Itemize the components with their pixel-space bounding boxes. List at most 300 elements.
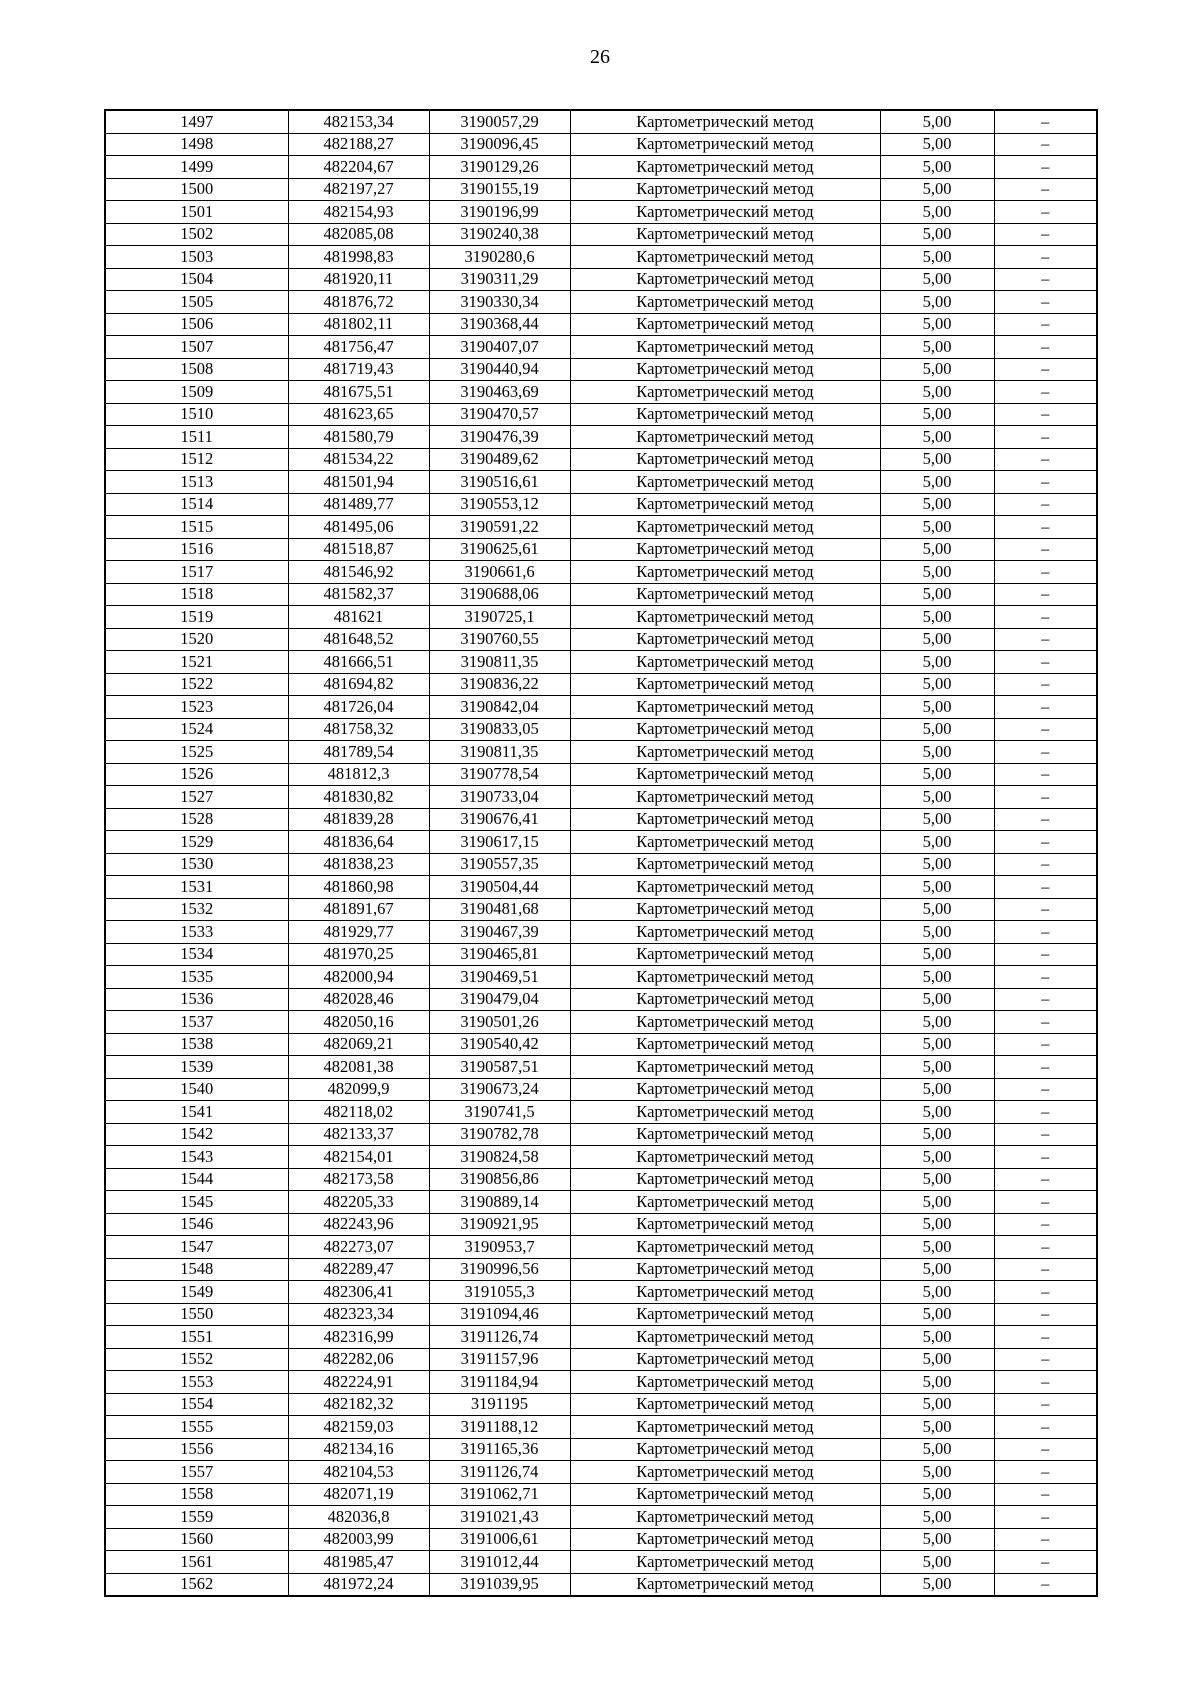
y-coordinate-cell: 3191055,3 — [429, 1281, 570, 1304]
method-cell: Картометрический метод — [570, 921, 880, 944]
x-coordinate-cell: 481972,24 — [288, 1573, 429, 1596]
accuracy-cell: 5,00 — [880, 1033, 994, 1056]
table-row — [105, 381, 1097, 404]
point-number-cell: 1518 — [105, 583, 288, 606]
table-row — [105, 1416, 1097, 1439]
description-cell: – — [994, 786, 1097, 809]
point-number-cell: 1550 — [105, 1303, 288, 1326]
x-coordinate-cell: 481489,77 — [288, 493, 429, 516]
table-row — [105, 1213, 1097, 1236]
table-row — [105, 133, 1097, 156]
x-coordinate-cell: 481694,82 — [288, 673, 429, 696]
description-cell: – — [994, 1101, 1097, 1124]
y-coordinate-cell: 3190311,29 — [429, 268, 570, 291]
table-row — [105, 1146, 1097, 1169]
method-cell: Картометрический метод — [570, 1033, 880, 1056]
method-cell: Картометрический метод — [570, 358, 880, 381]
table-row — [105, 1056, 1097, 1079]
method-cell: Картометрический метод — [570, 628, 880, 651]
point-number-cell: 1562 — [105, 1573, 288, 1596]
table-row — [105, 898, 1097, 921]
x-coordinate-cell: 481623,65 — [288, 403, 429, 426]
table-row — [105, 1506, 1097, 1529]
x-coordinate-cell: 482273,07 — [288, 1236, 429, 1259]
method-cell: Картометрический метод — [570, 763, 880, 786]
point-number-cell: 1498 — [105, 133, 288, 156]
y-coordinate-cell: 3191195 — [429, 1393, 570, 1416]
description-cell: – — [994, 1393, 1097, 1416]
point-number-cell: 1515 — [105, 516, 288, 539]
description-cell: – — [994, 1416, 1097, 1439]
description-cell: – — [994, 1303, 1097, 1326]
description-cell: – — [994, 853, 1097, 876]
accuracy-cell: 5,00 — [880, 1236, 994, 1259]
accuracy-cell: 5,00 — [880, 1078, 994, 1101]
table-row — [105, 1438, 1097, 1461]
y-coordinate-cell: 3190489,62 — [429, 448, 570, 471]
method-cell: Картометрический метод — [570, 178, 880, 201]
accuracy-cell: 5,00 — [880, 1506, 994, 1529]
table-row — [105, 1483, 1097, 1506]
point-number-cell: 1534 — [105, 943, 288, 966]
table-row — [105, 1573, 1097, 1596]
description-cell: – — [994, 516, 1097, 539]
description-cell: – — [994, 246, 1097, 269]
accuracy-cell: 5,00 — [880, 1483, 994, 1506]
y-coordinate-cell: 3190481,68 — [429, 898, 570, 921]
x-coordinate-cell: 481719,43 — [288, 358, 429, 381]
method-cell: Картометрический метод — [570, 1416, 880, 1439]
description-cell: – — [994, 1236, 1097, 1259]
point-number-cell: 1554 — [105, 1393, 288, 1416]
method-cell: Картометрический метод — [570, 403, 880, 426]
point-number-cell: 1519 — [105, 606, 288, 629]
accuracy-cell: 5,00 — [880, 651, 994, 674]
point-number-cell: 1512 — [105, 448, 288, 471]
point-number-cell: 1535 — [105, 966, 288, 989]
accuracy-cell: 5,00 — [880, 1056, 994, 1079]
y-coordinate-cell: 3190440,94 — [429, 358, 570, 381]
description-cell: – — [994, 1371, 1097, 1394]
y-coordinate-cell: 3190733,04 — [429, 786, 570, 809]
page-number: 26 — [590, 46, 610, 68]
y-coordinate-cell: 3190688,06 — [429, 583, 570, 606]
x-coordinate-cell: 481580,79 — [288, 426, 429, 449]
x-coordinate-cell: 481839,28 — [288, 808, 429, 831]
accuracy-cell: 5,00 — [880, 718, 994, 741]
y-coordinate-cell: 3190782,78 — [429, 1123, 570, 1146]
y-coordinate-cell: 3190833,05 — [429, 718, 570, 741]
table-row — [105, 1371, 1097, 1394]
x-coordinate-cell: 481985,47 — [288, 1551, 429, 1574]
y-coordinate-cell: 3191006,61 — [429, 1528, 570, 1551]
y-coordinate-cell: 3190824,58 — [429, 1146, 570, 1169]
method-cell: Картометрический метод — [570, 1146, 880, 1169]
y-coordinate-cell: 3190921,95 — [429, 1213, 570, 1236]
description-cell: – — [994, 538, 1097, 561]
y-coordinate-cell: 3190591,22 — [429, 516, 570, 539]
x-coordinate-cell: 481838,23 — [288, 853, 429, 876]
point-number-cell: 1529 — [105, 831, 288, 854]
method-cell: Картометрический метод — [570, 853, 880, 876]
accuracy-cell: 5,00 — [880, 1416, 994, 1439]
description-cell: – — [994, 1123, 1097, 1146]
accuracy-cell: 5,00 — [880, 628, 994, 651]
point-number-cell: 1549 — [105, 1281, 288, 1304]
description-cell: – — [994, 1326, 1097, 1349]
accuracy-cell: 5,00 — [880, 223, 994, 246]
method-cell: Картометрический метод — [570, 1258, 880, 1281]
x-coordinate-cell: 482188,27 — [288, 133, 429, 156]
point-number-cell: 1524 — [105, 718, 288, 741]
accuracy-cell: 5,00 — [880, 133, 994, 156]
x-coordinate-cell: 481836,64 — [288, 831, 429, 854]
x-coordinate-cell: 482081,38 — [288, 1056, 429, 1079]
y-coordinate-cell: 3191126,74 — [429, 1461, 570, 1484]
point-number-cell: 1560 — [105, 1528, 288, 1551]
y-coordinate-cell: 3190953,7 — [429, 1236, 570, 1259]
x-coordinate-cell: 481495,06 — [288, 516, 429, 539]
point-number-cell: 1537 — [105, 1011, 288, 1034]
y-coordinate-cell: 3190479,04 — [429, 988, 570, 1011]
y-coordinate-cell: 3191126,74 — [429, 1326, 570, 1349]
y-coordinate-cell: 3190368,44 — [429, 313, 570, 336]
accuracy-cell: 5,00 — [880, 1371, 994, 1394]
accuracy-cell: 5,00 — [880, 808, 994, 831]
method-cell: Картометрический метод — [570, 1056, 880, 1079]
description-cell: – — [994, 921, 1097, 944]
accuracy-cell: 5,00 — [880, 898, 994, 921]
x-coordinate-cell: 481546,92 — [288, 561, 429, 584]
y-coordinate-cell: 3190741,5 — [429, 1101, 570, 1124]
method-cell: Картометрический метод — [570, 1348, 880, 1371]
accuracy-cell: 5,00 — [880, 853, 994, 876]
x-coordinate-cell: 482050,16 — [288, 1011, 429, 1034]
y-coordinate-cell: 3190155,19 — [429, 178, 570, 201]
method-cell: Картометрический метод — [570, 471, 880, 494]
x-coordinate-cell: 482204,67 — [288, 156, 429, 179]
description-cell: – — [994, 628, 1097, 651]
table-row — [105, 1461, 1097, 1484]
x-coordinate-cell: 481998,83 — [288, 246, 429, 269]
x-coordinate-cell: 482173,58 — [288, 1168, 429, 1191]
description-cell: – — [994, 291, 1097, 314]
method-cell: Картометрический метод — [570, 966, 880, 989]
method-cell: Картометрический метод — [570, 943, 880, 966]
accuracy-cell: 5,00 — [880, 921, 994, 944]
point-number-cell: 1510 — [105, 403, 288, 426]
y-coordinate-cell: 3190196,99 — [429, 201, 570, 224]
accuracy-cell: 5,00 — [880, 1551, 994, 1574]
x-coordinate-cell: 481789,54 — [288, 741, 429, 764]
table-row — [105, 291, 1097, 314]
table-row — [105, 1393, 1097, 1416]
method-cell: Картометрический метод — [570, 223, 880, 246]
x-coordinate-cell: 482243,96 — [288, 1213, 429, 1236]
accuracy-cell: 5,00 — [880, 1011, 994, 1034]
table-row — [105, 741, 1097, 764]
method-cell: Картометрический метод — [570, 696, 880, 719]
description-cell: – — [994, 988, 1097, 1011]
method-cell: Картометрический метод — [570, 381, 880, 404]
y-coordinate-cell: 3190467,39 — [429, 921, 570, 944]
point-number-cell: 1525 — [105, 741, 288, 764]
x-coordinate-cell: 482085,08 — [288, 223, 429, 246]
y-coordinate-cell: 3190501,26 — [429, 1011, 570, 1034]
accuracy-cell: 5,00 — [880, 246, 994, 269]
x-coordinate-cell: 482224,91 — [288, 1371, 429, 1394]
table-row — [105, 1326, 1097, 1349]
description-cell: – — [994, 1191, 1097, 1214]
description-cell: – — [994, 471, 1097, 494]
table-row — [105, 696, 1097, 719]
x-coordinate-cell: 481756,47 — [288, 336, 429, 359]
table-row — [105, 201, 1097, 224]
point-number-cell: 1528 — [105, 808, 288, 831]
table-row — [105, 403, 1097, 426]
description-cell: – — [994, 741, 1097, 764]
x-coordinate-cell: 481876,72 — [288, 291, 429, 314]
y-coordinate-cell: 3191157,96 — [429, 1348, 570, 1371]
accuracy-cell: 5,00 — [880, 381, 994, 404]
x-coordinate-cell: 482159,03 — [288, 1416, 429, 1439]
point-number-cell: 1543 — [105, 1146, 288, 1169]
y-coordinate-cell: 3190465,81 — [429, 943, 570, 966]
x-coordinate-cell: 482133,37 — [288, 1123, 429, 1146]
description-cell: – — [994, 336, 1097, 359]
description-cell: – — [994, 1461, 1097, 1484]
point-number-cell: 1503 — [105, 246, 288, 269]
point-number-cell: 1557 — [105, 1461, 288, 1484]
description-cell: – — [994, 1078, 1097, 1101]
table-row — [105, 673, 1097, 696]
method-cell: Картометрический метод — [570, 741, 880, 764]
accuracy-cell: 5,00 — [880, 1258, 994, 1281]
y-coordinate-cell: 3191188,12 — [429, 1416, 570, 1439]
table-row — [105, 943, 1097, 966]
method-cell: Картометрический метод — [570, 246, 880, 269]
point-number-cell: 1508 — [105, 358, 288, 381]
point-number-cell: 1517 — [105, 561, 288, 584]
method-cell: Картометрический метод — [570, 1438, 880, 1461]
y-coordinate-cell: 3190889,14 — [429, 1191, 570, 1214]
table-row — [105, 426, 1097, 449]
point-number-cell: 1507 — [105, 336, 288, 359]
table-row — [105, 178, 1097, 201]
table-row — [105, 1078, 1097, 1101]
y-coordinate-cell: 3190625,61 — [429, 538, 570, 561]
x-coordinate-cell: 482003,99 — [288, 1528, 429, 1551]
accuracy-cell: 5,00 — [880, 1348, 994, 1371]
method-cell: Картометрический метод — [570, 1326, 880, 1349]
point-number-cell: 1502 — [105, 223, 288, 246]
x-coordinate-cell: 481675,51 — [288, 381, 429, 404]
description-cell: – — [994, 1573, 1097, 1596]
coordinates-table-body — [105, 110, 1097, 1596]
point-number-cell: 1513 — [105, 471, 288, 494]
x-coordinate-cell: 481666,51 — [288, 651, 429, 674]
table-row — [105, 988, 1097, 1011]
description-cell: – — [994, 1011, 1097, 1034]
method-cell: Картометрический метод — [570, 831, 880, 854]
point-number-cell: 1548 — [105, 1258, 288, 1281]
description-cell: – — [994, 561, 1097, 584]
table-row — [105, 628, 1097, 651]
y-coordinate-cell: 3191165,36 — [429, 1438, 570, 1461]
method-cell: Картометрический метод — [570, 1281, 880, 1304]
table-row — [105, 1123, 1097, 1146]
x-coordinate-cell: 482134,16 — [288, 1438, 429, 1461]
description-cell: – — [994, 583, 1097, 606]
method-cell: Картометрический метод — [570, 808, 880, 831]
description-cell: – — [994, 1483, 1097, 1506]
method-cell: Картометрический метод — [570, 583, 880, 606]
y-coordinate-cell: 3191184,94 — [429, 1371, 570, 1394]
method-cell: Картометрический метод — [570, 1506, 880, 1529]
y-coordinate-cell: 3190811,35 — [429, 741, 570, 764]
description-cell: – — [994, 876, 1097, 899]
y-coordinate-cell: 3190407,07 — [429, 336, 570, 359]
accuracy-cell: 5,00 — [880, 358, 994, 381]
description-cell: – — [994, 156, 1097, 179]
point-number-cell: 1521 — [105, 651, 288, 674]
table-row — [105, 1551, 1097, 1574]
y-coordinate-cell: 3191062,71 — [429, 1483, 570, 1506]
accuracy-cell: 5,00 — [880, 1393, 994, 1416]
y-coordinate-cell: 3190280,6 — [429, 246, 570, 269]
y-coordinate-cell: 3190540,42 — [429, 1033, 570, 1056]
table-row — [105, 718, 1097, 741]
description-cell: – — [994, 1033, 1097, 1056]
accuracy-cell: 5,00 — [880, 336, 994, 359]
accuracy-cell: 5,00 — [880, 741, 994, 764]
x-coordinate-cell: 482197,27 — [288, 178, 429, 201]
description-cell: – — [994, 696, 1097, 719]
y-coordinate-cell: 3190811,35 — [429, 651, 570, 674]
description-cell: – — [994, 718, 1097, 741]
point-number-cell: 1539 — [105, 1056, 288, 1079]
description-cell: – — [994, 1146, 1097, 1169]
point-number-cell: 1538 — [105, 1033, 288, 1056]
method-cell: Картометрический метод — [570, 1461, 880, 1484]
y-coordinate-cell: 3190836,22 — [429, 673, 570, 696]
y-coordinate-cell: 3190129,26 — [429, 156, 570, 179]
point-number-cell: 1555 — [105, 1416, 288, 1439]
method-cell: Картометрический метод — [570, 1191, 880, 1214]
y-coordinate-cell: 3191012,44 — [429, 1551, 570, 1574]
method-cell: Картометрический метод — [570, 268, 880, 291]
table-row — [105, 561, 1097, 584]
point-number-cell: 1531 — [105, 876, 288, 899]
method-cell: Картометрический метод — [570, 876, 880, 899]
y-coordinate-cell: 3190463,69 — [429, 381, 570, 404]
method-cell: Картометрический метод — [570, 988, 880, 1011]
table-row — [105, 808, 1097, 831]
x-coordinate-cell: 481929,77 — [288, 921, 429, 944]
table-row — [105, 763, 1097, 786]
y-coordinate-cell: 3191094,46 — [429, 1303, 570, 1326]
description-cell: – — [994, 403, 1097, 426]
point-number-cell: 1542 — [105, 1123, 288, 1146]
x-coordinate-cell: 482205,33 — [288, 1191, 429, 1214]
method-cell: Картометрический метод — [570, 1573, 880, 1596]
accuracy-cell: 5,00 — [880, 696, 994, 719]
x-coordinate-cell: 482069,21 — [288, 1033, 429, 1056]
x-coordinate-cell: 481920,11 — [288, 268, 429, 291]
description-cell: – — [994, 1056, 1097, 1079]
y-coordinate-cell: 3190617,15 — [429, 831, 570, 854]
point-number-cell: 1500 — [105, 178, 288, 201]
table-row — [105, 606, 1097, 629]
method-cell: Картометрический метод — [570, 426, 880, 449]
table-row — [105, 336, 1097, 359]
description-cell: – — [994, 1551, 1097, 1574]
y-coordinate-cell: 3190470,57 — [429, 403, 570, 426]
point-number-cell: 1501 — [105, 201, 288, 224]
table-row — [105, 358, 1097, 381]
method-cell: Картометрический метод — [570, 1078, 880, 1101]
table-row — [105, 1258, 1097, 1281]
y-coordinate-cell: 3190516,61 — [429, 471, 570, 494]
point-number-cell: 1547 — [105, 1236, 288, 1259]
description-cell: – — [994, 1213, 1097, 1236]
y-coordinate-cell: 3190504,44 — [429, 876, 570, 899]
x-coordinate-cell: 482000,94 — [288, 966, 429, 989]
y-coordinate-cell: 3190476,39 — [429, 426, 570, 449]
x-coordinate-cell: 481802,11 — [288, 313, 429, 336]
x-coordinate-cell: 482154,01 — [288, 1146, 429, 1169]
point-number-cell: 1553 — [105, 1371, 288, 1394]
description-cell: – — [994, 268, 1097, 291]
table-row — [105, 921, 1097, 944]
method-cell: Картометрический метод — [570, 1011, 880, 1034]
table-row — [105, 853, 1097, 876]
accuracy-cell: 5,00 — [880, 988, 994, 1011]
point-number-cell: 1533 — [105, 921, 288, 944]
description-cell: – — [994, 1438, 1097, 1461]
method-cell: Картометрический метод — [570, 538, 880, 561]
point-number-cell: 1506 — [105, 313, 288, 336]
x-coordinate-cell: 482118,02 — [288, 1101, 429, 1124]
point-number-cell: 1545 — [105, 1191, 288, 1214]
point-number-cell: 1516 — [105, 538, 288, 561]
y-coordinate-cell: 3190553,12 — [429, 493, 570, 516]
table-row — [105, 1191, 1097, 1214]
x-coordinate-cell: 482153,34 — [288, 110, 429, 133]
accuracy-cell: 5,00 — [880, 1101, 994, 1124]
accuracy-cell: 5,00 — [880, 673, 994, 696]
table-row — [105, 493, 1097, 516]
method-cell: Картометрический метод — [570, 1551, 880, 1574]
accuracy-cell: 5,00 — [880, 201, 994, 224]
accuracy-cell: 5,00 — [880, 1281, 994, 1304]
table-row — [105, 1348, 1097, 1371]
method-cell: Картометрический метод — [570, 493, 880, 516]
table-row — [105, 516, 1097, 539]
x-coordinate-cell: 481518,87 — [288, 538, 429, 561]
point-number-cell: 1540 — [105, 1078, 288, 1101]
point-number-cell: 1552 — [105, 1348, 288, 1371]
accuracy-cell: 5,00 — [880, 268, 994, 291]
table-row — [105, 448, 1097, 471]
point-number-cell: 1514 — [105, 493, 288, 516]
method-cell: Картометрический метод — [570, 1303, 880, 1326]
point-number-cell: 1511 — [105, 426, 288, 449]
method-cell: Картометрический метод — [570, 1371, 880, 1394]
method-cell: Картометрический метод — [570, 110, 880, 133]
method-cell: Картометрический метод — [570, 1213, 880, 1236]
table-row — [105, 246, 1097, 269]
